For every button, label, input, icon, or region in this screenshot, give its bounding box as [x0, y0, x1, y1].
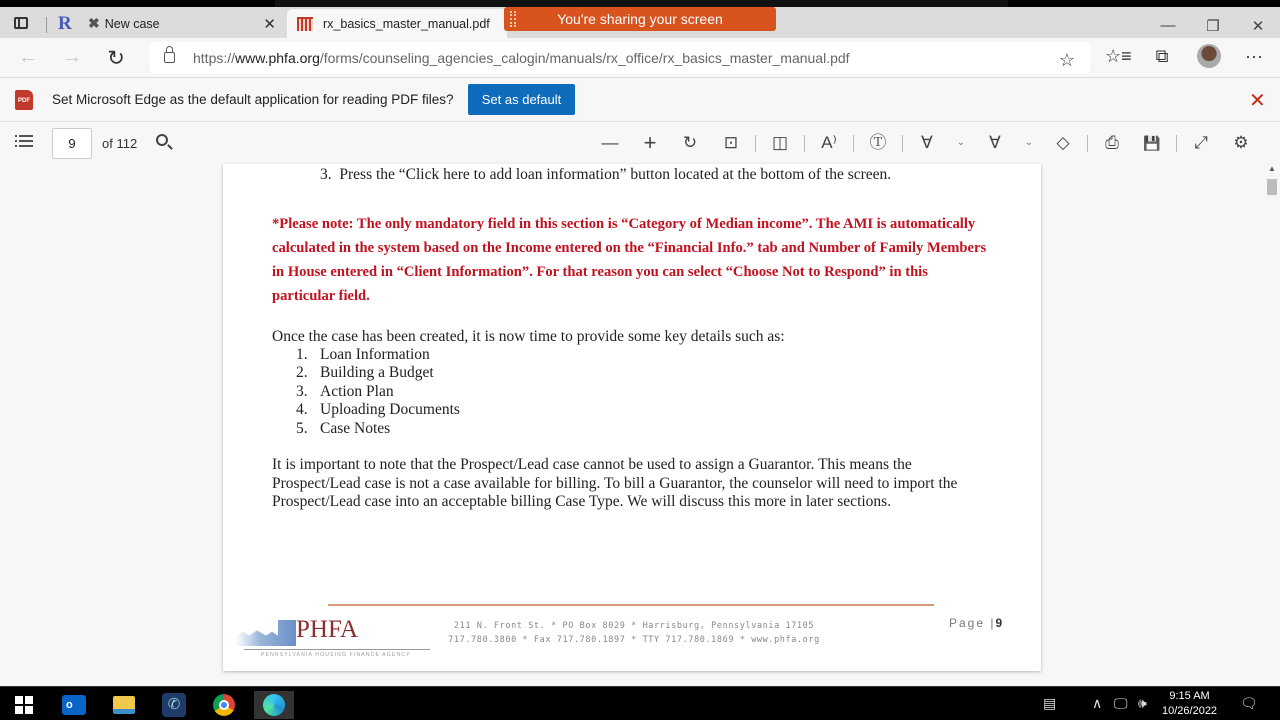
sharing-banner-text: You're sharing your screen: [557, 11, 723, 27]
list-text: Loan Information: [320, 346, 430, 363]
taskbar-phone[interactable]: [154, 691, 194, 719]
please-note-text: *Please note: The only mandatory field in this section is “Category of Median income”. The AMI is automatically calculated in the system based on the Income entered on the “Financial Info.” tab and Number of Family Members in House entered in “Client Information”. For that reason you can select “Choose Not to Respond” in this particular field.: [272, 216, 987, 304]
taskbar-file-explorer[interactable]: [104, 691, 144, 719]
read-aloud-icon[interactable]: A⁾: [821, 133, 837, 152]
infobar-message: Set Microsoft Edge as the default application for reading PDF files?: [52, 92, 454, 107]
clock-time: 9:15 AM: [1169, 690, 1210, 702]
page-label: Page |: [949, 616, 996, 630]
logo-name: PHFA: [296, 616, 359, 643]
tab-label: rx_basics_master_manual.pdf: [323, 16, 490, 31]
draw-dropdown-icon[interactable]: ⌄: [956, 137, 966, 148]
edge-icon: [263, 694, 285, 716]
list-number: 2.: [296, 364, 308, 382]
close-window-button[interactable]: ✕: [1251, 18, 1265, 35]
address-line-2: 717.780.3800 * Fax 717.780.1897 * TTY 717.780.1869 * www.phfa.org: [448, 635, 820, 645]
set-as-default-button[interactable]: Set as default: [468, 84, 575, 115]
list-item: [296, 346, 460, 364]
print-icon[interactable]: ⎙: [1105, 133, 1119, 152]
notifications-icon[interactable]: 🗨: [1240, 695, 1258, 711]
tab-new-case[interactable]: [52, 9, 286, 38]
clock-date: 10/26/2022: [1162, 705, 1218, 717]
page-view-icon[interactable]: ◫: [771, 133, 789, 152]
navigation-bar: [0, 38, 1280, 78]
scroll-up-icon[interactable]: ▲: [1268, 164, 1276, 173]
drag-grip-icon[interactable]: [510, 11, 516, 27]
start-button[interactable]: [4, 691, 44, 719]
tab-actions-button[interactable]: [8, 12, 34, 34]
profile-avatar[interactable]: [1197, 44, 1221, 68]
tab-pdf[interactable]: [287, 9, 507, 38]
tools-icon: ✖: [88, 15, 100, 31]
sharing-banner[interactable]: [504, 7, 776, 31]
search-icon[interactable]: [156, 134, 168, 146]
phfa-favicon-icon: [297, 17, 313, 31]
table-of-contents-icon[interactable]: [15, 135, 33, 149]
address-bar[interactable]: [150, 42, 1090, 74]
tab-divider: [46, 17, 47, 33]
toolbar-divider: [902, 135, 903, 152]
folder-icon: [113, 696, 135, 714]
list-item: [296, 364, 460, 382]
zoom-in-icon[interactable]: +: [643, 130, 657, 155]
default-pdf-infobar: [0, 78, 1280, 122]
toolbar-divider: [1176, 135, 1177, 152]
save-icon[interactable]: 💾: [1143, 135, 1161, 151]
fullscreen-icon[interactable]: ⤢: [1194, 133, 1208, 152]
collections-icon[interactable]: ⧉: [1155, 46, 1169, 66]
highlight-dropdown-icon[interactable]: ⌄: [1024, 137, 1034, 148]
guarantor-paragraph: It is important to note that the Prospect/Lead case cannot be used to assign a Guarantor. This means the Prospect/Lead case is not a case available for billing. To bill a Guarantor, the counselor will need to import the Prospect/Lead case into an acceptable billing Case Type. We will discuss this more in later sections.: [272, 456, 958, 511]
footer-divider: [328, 604, 934, 606]
settings-gear-icon[interactable]: ⚙: [1233, 133, 1249, 152]
scrollbar-thumb[interactable]: [1267, 179, 1277, 195]
fit-to-page-icon[interactable]: ⊡: [723, 133, 739, 152]
pdf-viewer[interactable]: [0, 164, 1280, 686]
pdf-toolbar: [0, 122, 1280, 164]
address-line-1: 211 N. Front St. * PO Box 8029 * Harrisburg, Pennsylvania 17105: [453, 621, 815, 631]
page-total: of 112: [102, 136, 138, 151]
outlook-icon: o: [62, 695, 86, 715]
list-item: [296, 420, 460, 438]
favorites-icon[interactable]: ☆≡: [1105, 46, 1132, 66]
list-number: 4.: [296, 401, 308, 419]
list-text: Uploading Documents: [320, 401, 460, 419]
pdf-page: [223, 164, 1041, 671]
list-number: 5.: [296, 419, 308, 437]
forward-button[interactable]: →: [62, 46, 82, 68]
restore-button[interactable]: ❐: [1206, 18, 1220, 35]
r-favicon-icon: R: [58, 12, 72, 34]
tab-close-icon[interactable]: ✕: [263, 16, 276, 33]
tab-label: New case: [104, 16, 160, 31]
news-widget-icon[interactable]: ▤: [1043, 695, 1057, 711]
add-text-icon[interactable]: Ⓣ: [869, 133, 887, 152]
windows-logo-icon: [15, 696, 33, 714]
pdf-file-icon: PDF: [15, 90, 33, 110]
url-text[interactable]: [193, 50, 850, 66]
back-button[interactable]: ←: [18, 46, 38, 68]
intro-text: Once the case has been created, it is now time to provide some key details such as:: [272, 328, 785, 345]
minimize-button[interactable]: —: [1160, 17, 1176, 34]
zoom-out-icon[interactable]: —: [601, 133, 619, 152]
page-number: 9: [995, 616, 1005, 630]
step-3-text: 3. Press the “Click here to add loan information” button located at the bottom of the screen.: [320, 166, 892, 183]
taskbar-edge[interactable]: [254, 691, 294, 719]
highlight-icon[interactable]: ∀: [989, 133, 1001, 152]
list-item: [296, 383, 460, 401]
taskbar-chrome[interactable]: [204, 691, 244, 719]
phfa-logo: [236, 616, 436, 658]
infobar-close-icon[interactable]: ✕: [1249, 90, 1266, 112]
eraser-icon[interactable]: ◇: [1056, 133, 1070, 152]
tab-actions-icon: [14, 17, 28, 29]
network-icon[interactable]: 🖵: [1114, 695, 1128, 711]
list-item: [296, 401, 460, 419]
url-prefix: https://: [193, 50, 236, 66]
phone-icon: ✆: [162, 693, 186, 717]
volume-icon[interactable]: 🕪: [1138, 695, 1147, 711]
house-logo-icon: [236, 620, 296, 646]
toolbar-divider: [755, 135, 756, 152]
lock-icon[interactable]: [164, 52, 175, 63]
rotate-icon[interactable]: ↻: [682, 133, 698, 152]
chrome-icon: [213, 694, 235, 716]
list-number: 1.: [296, 346, 308, 363]
page-number-input[interactable]: 9: [52, 128, 92, 159]
list-number: 3.: [296, 382, 308, 400]
logo-rule: [244, 649, 430, 650]
footer-address: [436, 619, 832, 647]
refresh-button[interactable]: ↻: [107, 47, 125, 70]
toolbar-divider: [1087, 135, 1088, 152]
url-path: /forms/counseling_agencies_calogin/manuals/rx_office/rx_basics_master_manual.pdf: [319, 50, 850, 66]
url-domain: www.phfa.org: [235, 50, 320, 66]
list-text: Action Plan: [320, 382, 394, 400]
toolbar-divider: [804, 135, 805, 152]
show-hidden-icons-icon[interactable]: ∧: [1092, 695, 1103, 711]
clock[interactable]: [1162, 689, 1217, 719]
list-text: Building a Budget: [320, 364, 434, 382]
add-favorite-icon[interactable]: ☆: [1058, 50, 1076, 70]
taskbar: [0, 686, 1280, 720]
draw-icon[interactable]: ∀: [921, 133, 933, 152]
list-text: Case Notes: [320, 419, 391, 437]
page-number-label: [949, 616, 1004, 630]
taskbar-outlook[interactable]: [54, 691, 94, 719]
logo-tagline: PENNSYLVANIA HOUSING FINANCE AGENCY: [261, 652, 411, 658]
more-menu-icon[interactable]: ···: [1245, 46, 1263, 66]
key-details-list: [296, 346, 460, 438]
toolbar-divider: [853, 135, 854, 152]
